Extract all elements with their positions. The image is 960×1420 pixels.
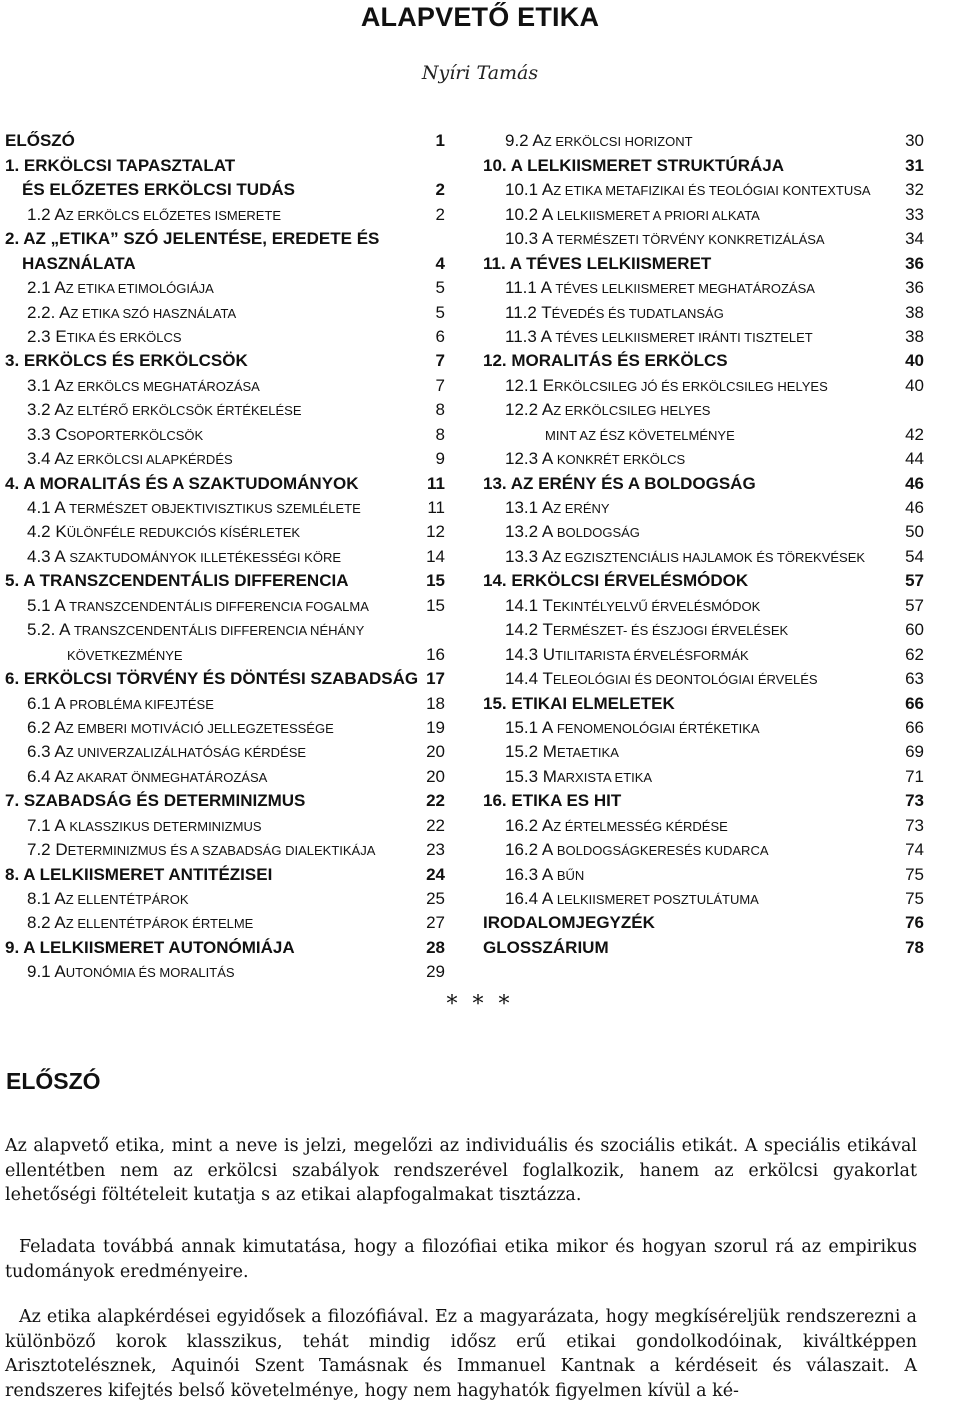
section-heading: ELŐSZÓ: [6, 1068, 101, 1094]
toc-entry: [483, 791, 924, 815]
toc-entry-label: ELŐSZÓ: [5, 131, 75, 151]
toc-entry: [483, 937, 924, 961]
document-title: ALAPVETŐ ETIKA: [360, 2, 600, 32]
toc-entry: [483, 424, 924, 448]
toc-entry-page: 18: [426, 693, 445, 713]
toc-entry-page: 40: [905, 351, 924, 371]
toc-entry-page: 22: [426, 791, 445, 811]
toc-entry: [483, 595, 924, 619]
toc-entry-label: 9.2 AZ ERKÖLCSI HORIZONT: [505, 131, 693, 151]
toc-entry-page: 46: [905, 473, 924, 493]
toc-entry-page: 31: [905, 155, 924, 175]
toc-entry: [483, 473, 924, 497]
toc-entry: [5, 180, 445, 204]
toc-entry-label: 13.2 A BOLDOGSÁG: [505, 522, 640, 542]
toc-entry-label: 5. A TRANSZCENDENTÁLIS DIFFERENCIA: [5, 571, 349, 591]
toc-entry-label: 7.2 DETERMINIZMUS ÉS A SZABADSÁG DIALEKTIKÁJA: [27, 840, 376, 860]
toc-entry-label: 1. ERKÖLCSI TAPASZTALAT: [5, 155, 236, 175]
toc-entry-page: 5: [435, 278, 445, 298]
toc-entry: [483, 278, 924, 302]
toc-entry: [483, 864, 924, 888]
toc-entry-page: 42: [905, 424, 924, 444]
toc-entry-label: 3.2 AZ ELTÉRŐ ERKÖLCSÖK ÉRTÉKELÉSE: [27, 400, 302, 420]
toc-entry: [483, 620, 924, 644]
paragraph-1: Az alapvető etika, mint a neve is jelzi, megelőzi az individuális és szociális etikát. A speciális etikával ellentétben nem az erkölcsi szabályok rendszerével foglalkozik, hanem az erkölcsi gyakorlat lehetőségi föltételeit kutatja s az etikai alapfogalmakat tisztázza.: [5, 1136, 917, 1205]
toc-entry-page: 6: [435, 326, 445, 346]
toc-entry-page: 63: [905, 669, 924, 689]
toc-entry: [483, 644, 924, 668]
toc-entry: [483, 131, 924, 155]
toc-entry-label: 14.3 UTILITARISTA ÉRVELÉSFORMÁK: [505, 644, 749, 664]
toc-entry-page: 1: [435, 131, 445, 151]
toc-entry-page: 75: [905, 889, 924, 908]
toc-entry-label: 2.3 ETIKA ÉS ERKÖLCS: [27, 326, 182, 346]
toc-entry: [5, 229, 445, 253]
toc-entry-label: ÉS ELŐZETES ERKÖLCSI TUDÁS: [22, 180, 295, 200]
toc-entry: [483, 302, 924, 326]
toc-entry-label: 2. AZ „ETIKA” SZÓ JELENTÉSE, EREDETE ÉS: [5, 229, 380, 249]
toc-entry: [5, 375, 445, 399]
toc-entry-label: 16. ETIKA ES HIT: [483, 791, 622, 811]
toc-entry: [483, 571, 924, 595]
toc-entry-page: 38: [905, 302, 924, 322]
toc-entry-page: 40: [905, 375, 924, 395]
toc-entry-label: 10. A LELKIISMERET STRUKTÚRÁJA: [483, 155, 784, 175]
toc-entry: [5, 498, 445, 522]
toc-entry: [5, 302, 445, 326]
toc-entry-page: 27: [426, 913, 445, 933]
toc-entry: [483, 180, 924, 204]
toc-entry-page: 44: [905, 449, 924, 469]
toc-entry: [5, 571, 445, 595]
toc-entry-page: 71: [905, 766, 924, 786]
toc-entry-page: 33: [905, 204, 924, 224]
toc-entry-page: 9: [435, 449, 445, 469]
toc-entry-page: 46: [905, 498, 924, 517]
toc-entry-label: 10.2 A LELKIISMERET A PRIORI ALKATA: [505, 204, 760, 224]
toc-entry-page: 28: [426, 937, 445, 957]
toc-entry-page: 17: [426, 669, 445, 689]
toc-entry-label: GLOSSZÁRIUM: [483, 937, 609, 957]
toc-entry: [483, 546, 924, 570]
toc-entry-label: 12. MORALITÁS ÉS ERKÖLCS: [483, 351, 728, 371]
toc-entry: [483, 815, 924, 839]
toc-entry-page: 15: [426, 595, 445, 615]
toc-entry: [5, 644, 445, 668]
toc-entry-page: 5: [435, 302, 445, 322]
toc-entry: [483, 400, 924, 424]
toc-entry-label: 16.2 AZ ÉRTELMESSÉG KÉRDÉSE: [505, 815, 728, 835]
toc-entry: [5, 400, 445, 424]
toc-entry-page: 22: [426, 815, 445, 835]
toc-entry-label: 16.2 A BOLDOGSÁGKERESÉS KUDARCA: [505, 840, 769, 860]
toc-entry-page: 7: [435, 351, 445, 371]
toc-entry-label: 6. ERKÖLCSI TÖRVÉNY ÉS DÖNTÉSI SZABADSÁG: [5, 669, 419, 689]
toc-entry: [483, 889, 924, 913]
toc-entry: [5, 913, 445, 937]
toc-entry-page: 20: [426, 766, 445, 786]
toc-entry: [5, 791, 445, 815]
toc-entry-label: 9.1 AUTONÓMIA ÉS MORALITÁS: [27, 962, 235, 982]
toc-entry: [483, 522, 924, 546]
toc-entry: [5, 546, 445, 570]
toc-entry: [5, 424, 445, 448]
toc-entry-page: 36: [905, 278, 924, 298]
toc-entry-label: HASZNÁLATA: [22, 253, 136, 273]
toc-entry: [5, 131, 445, 155]
toc-entry: [483, 766, 924, 790]
toc-entry-label: 4.2 KÜLÖNFÉLE REDUKCIÓS KÍSÉRLETEK: [27, 522, 301, 542]
toc-entry-page: 73: [905, 791, 924, 811]
toc-entry-page: 11: [427, 473, 445, 493]
toc-entry-label: MINT AZ ÉSZ KÖVETELMÉNYE: [545, 427, 735, 443]
toc-entry-label: 14.4 TELEOLÓGIAI ÉS DEONTOLÓGIAI ÉRVELÉS: [505, 669, 818, 689]
toc-entry: [483, 351, 924, 375]
toc-entry: [5, 620, 445, 644]
toc-entry-page: 12: [426, 522, 445, 542]
toc-entry: [483, 718, 924, 742]
toc-entry-label: 11.2 TÉVEDÉS ÉS TUDATLANSÁG: [505, 302, 724, 322]
toc-entry-label: 15.1 A FENOMENOLÓGIAI ÉRTÉKETIKA: [505, 717, 760, 737]
toc-entry-label: 6.3 AZ UNIVERZALIZÁLHATÓSÁG KÉRDÉSE: [27, 742, 307, 762]
toc-right-column: [483, 131, 924, 962]
toc-entry-label: 2.1 AZ ETIKA ETIMOLÓGIÁJA: [27, 278, 214, 298]
toc-entry-label: 15. ETIKAI ELMELETEK: [483, 693, 675, 713]
toc-entry: [483, 204, 924, 228]
toc-left-column: [5, 131, 445, 986]
toc-entry-label: 8.1 AZ ELLENTÉTPÁROK: [27, 889, 189, 908]
author-name: Nyíri Tamás: [421, 62, 539, 84]
toc-entry-page: 15: [426, 571, 445, 591]
toc-entry-page: 25: [426, 889, 445, 908]
toc-entry-label: 3.3 CSOPORTERKÖLCSÖK: [27, 424, 204, 444]
toc-entry-page: 57: [905, 571, 924, 591]
toc-entry-label: 5.2. A TRANSZCENDENTÁLIS DIFFERENCIA NÉHÁNY: [27, 620, 365, 640]
toc-entry-label: 5.1 A TRANSZCENDENTÁLIS DIFFERENCIA FOGALMA: [27, 595, 369, 615]
toc-entry-label: 6.1 A PROBLÉMA KIFEJTÉSE: [27, 693, 214, 713]
toc-entry-page: 32: [905, 180, 924, 200]
toc-entry: [483, 327, 924, 351]
toc-entry-page: 66: [905, 717, 924, 737]
toc-entry-label: 8.2 AZ ELLENTÉTPÁROK ÉRTELME: [27, 913, 254, 933]
toc-entry-page: 8: [435, 424, 445, 444]
toc-entry-page: 16: [426, 644, 445, 664]
toc-entry-label: 7.1 A KLASSZIKUS DETERMINIZMUS: [27, 815, 262, 835]
toc-entry-label: 4.1 A TERMÉSZET OBJEKTIVISZTIKUS SZEMLÉLETE: [27, 498, 361, 517]
toc-entry-page: 24: [426, 864, 445, 884]
toc-entry: [5, 937, 445, 961]
toc-entry-page: 19: [426, 717, 445, 737]
toc-entry-page: 2: [435, 180, 445, 200]
toc-entry-page: 74: [905, 840, 924, 860]
toc-entry-label: 13.3 AZ EGZISZTENCIÁLIS HAJLAMOK ÉS TÖREKVÉSEK: [505, 546, 866, 566]
toc-entry-page: 38: [905, 326, 924, 346]
toc-entry: [483, 742, 924, 766]
toc-entry: [5, 253, 445, 277]
toc-entry-label: 16.4 A LELKIISMERET POSZTULÁTUMA: [505, 889, 759, 908]
toc-entry-page: 66: [905, 693, 924, 713]
toc-entry-label: 12.2 AZ ERKÖLCSILEG HELYES: [505, 400, 711, 420]
toc-entry: [5, 351, 445, 375]
toc-entry-page: 78: [905, 937, 924, 957]
toc-entry-page: 7: [435, 375, 445, 395]
toc-entry-page: 73: [905, 815, 924, 835]
toc-entry: [5, 864, 445, 888]
paragraph-2: Feladata továbbá annak kimutatása, hogy a filozófiai etika mikor és hogyan szorul rá az empirikus tudományok eredményeire.: [5, 1237, 917, 1282]
toc-entry-label: 12.1 ERKÖLCSILEG JÓ ÉS ERKÖLCSILEG HELYES: [505, 375, 828, 395]
toc-entry-label: 13. AZ ERÉNY ÉS A BOLDOGSÁG: [483, 473, 756, 493]
toc-entry: [483, 913, 924, 937]
toc-entry: [5, 278, 445, 302]
toc-entry-page: 30: [905, 131, 924, 151]
toc-entry-page: 75: [905, 864, 924, 884]
toc-entry-label: 3. ERKÖLCS ÉS ERKÖLCSÖK: [5, 351, 248, 371]
toc-entry: [5, 595, 445, 619]
toc-entry-page: 76: [905, 913, 924, 933]
toc-entry-page: 36: [905, 253, 924, 273]
toc-entry-page: 20: [426, 742, 445, 762]
toc-entry: [5, 840, 445, 864]
toc-entry: [5, 889, 445, 913]
toc-entry: [483, 498, 924, 522]
toc-entry: [5, 693, 445, 717]
toc-entry-label: 11. A TÉVES LELKIISMERET: [483, 253, 712, 273]
toc-entry-label: KÖVETKEZMÉNYE: [67, 647, 183, 663]
toc-entry-page: 2: [435, 204, 445, 224]
toc-entry: [483, 669, 924, 693]
toc-entry-label: 14.2 TERMÉSZET- ÉS ÉSZJOGI ÉRVELÉSEK: [505, 620, 789, 640]
toc-entry: [483, 693, 924, 717]
toc-entry-label: 6.2 AZ EMBERI MOTIVÁCIÓ JELLEGZETESSÉGE: [27, 717, 334, 737]
toc-entry: [5, 449, 445, 473]
toc-entry-page: 34: [905, 229, 924, 249]
toc-entry-label: 13.1 AZ ERÉNY: [505, 498, 610, 517]
toc-entry-label: 15.2 METAETIKA: [505, 742, 619, 762]
toc-entry-page: 4: [435, 253, 445, 273]
toc-entry-page: 14: [426, 546, 445, 566]
toc-entry-page: 60: [905, 620, 924, 640]
toc-entry-page: 23: [426, 840, 445, 860]
toc-entry: [483, 155, 924, 179]
toc-entry: [5, 962, 445, 986]
toc-entry-label: 10.3 A TERMÉSZETI TÖRVÉNY KONKRETIZÁLÁSA: [505, 229, 825, 249]
toc-entry: [483, 840, 924, 864]
toc-entry-label: 7. SZABADSÁG ÉS DETERMINIZMUS: [5, 791, 306, 811]
toc-entry-page: 62: [905, 644, 924, 664]
toc-entry: [5, 327, 445, 351]
toc-entry-label: 14. ERKÖLCSI ÉRVELÉSMÓDOK: [483, 571, 749, 591]
toc-entry-label: 11.1 A TÉVES LELKIISMERET MEGHATÁROZÁSA: [505, 278, 815, 298]
toc-entry-page: 54: [905, 546, 924, 566]
toc-entry-label: 3.4 AZ ERKÖLCSI ALAPKÉRDÉS: [27, 449, 233, 469]
toc-entry-label: 6.4 AZ AKARAT ÖNMEGHATÁROZÁSA: [27, 766, 268, 786]
toc-entry-label: 4. A MORALITÁS ÉS A SZAKTUDOMÁNYOK: [5, 473, 359, 493]
toc-entry-label: 3.1 AZ ERKÖLCS MEGHATÁROZÁSA: [27, 375, 260, 395]
toc-entry-page: 11: [427, 498, 445, 517]
toc-entry-label: 10.1 AZ ETIKA METAFIZIKAI ÉS TEOLÓGIAI KONTEXTUSA: [505, 180, 871, 200]
toc-entry: [5, 766, 445, 790]
toc-entry: [5, 742, 445, 766]
toc-entry: [483, 229, 924, 253]
toc-entry-label: 15.3 MARXISTA ETIKA: [505, 766, 653, 786]
toc-entry: [5, 473, 445, 497]
toc-entry-label: 8. A LELKIISMERET ANTITÉZISEI: [5, 864, 273, 884]
toc-entry-label: IRODALOMJEGYZÉK: [483, 913, 655, 933]
toc-entry-label: 11.3 A TÉVES LELKIISMERET IRÁNTI TISZTELET: [505, 326, 813, 346]
toc-entry: [5, 155, 445, 179]
toc-entry-page: 29: [426, 962, 445, 982]
toc-entry-label: 4.3 A SZAKTUDOMÁNYOK ILLETÉKESSÉGI KÖRE: [27, 546, 341, 566]
separator-stars: * * *: [446, 992, 514, 1017]
toc-entry-label: 9. A LELKIISMERET AUTONÓMIÁJA: [5, 937, 295, 957]
toc-entry-page: 57: [905, 595, 924, 615]
toc-entry-label: 1.2 AZ ERKÖLCS ELŐZETES ISMERETE: [27, 204, 282, 224]
toc-entry: [5, 204, 445, 228]
toc-entry-label: 12.3 A KONKRÉT ERKÖLCS: [505, 449, 686, 469]
toc-entry-label: 16.3 A BŰN: [505, 864, 585, 884]
toc-entry: [483, 253, 924, 277]
toc-entry-page: 50: [905, 522, 924, 542]
toc-entry-page: 69: [905, 742, 924, 762]
toc-entry: [483, 375, 924, 399]
toc-entry-label: 14.1 TEKINTÉLYELVŰ ÉRVELÉSMÓDOK: [505, 595, 761, 615]
toc-entry: [5, 718, 445, 742]
toc-entry-page: 8: [435, 400, 445, 420]
paragraph-3: Az etika alapkérdései egyidősek a filozófiával. Ez a magyarázata, hogy megkíséreljük rendszerezni a különböző korok klasszikus, tehát mindig idősz erű etikai gondolkodóinak, kiváltképpen Arisztotelésznek, Aquinói Szent Tamásnak és Immanuel Kantnak a kérdéseit és válaszait. A rendszeres kifejtés belső követelménye, hogy nem hagyhatók figyelmen kívül a ké-: [5, 1307, 917, 1401]
toc-entry: [5, 815, 445, 839]
toc-entry: [5, 669, 445, 693]
toc-entry: [5, 522, 445, 546]
toc-entry: [483, 449, 924, 473]
toc-entry-label: 2.2. AZ ETIKA SZÓ HASZNÁLATA: [27, 302, 237, 322]
